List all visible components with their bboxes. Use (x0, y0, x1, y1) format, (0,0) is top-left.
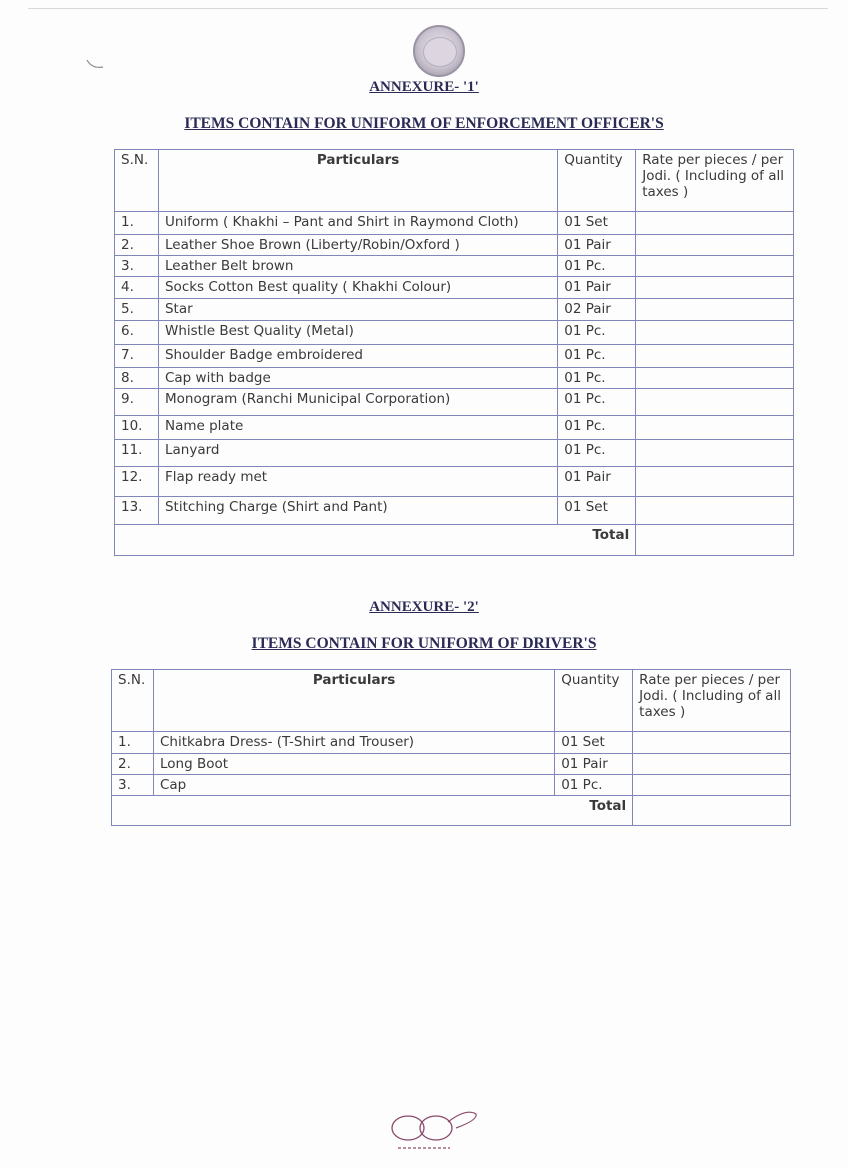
particulars-cell: Long Boot (153, 754, 554, 775)
header-sn: S.N. (112, 670, 154, 732)
quantity-cell: 01 Pc. (558, 416, 636, 440)
sn-cell: 1. (115, 212, 159, 235)
quantity-cell: 01 Pc. (555, 775, 633, 796)
stamp-seal-icon (386, 1106, 481, 1156)
rate-cell (636, 345, 794, 368)
table-row (115, 368, 794, 389)
sn-cell: 11. (115, 440, 159, 467)
table-row (115, 440, 794, 467)
annexure-1-title: ANNEXURE- '1' (369, 79, 479, 95)
rate-cell (633, 732, 791, 754)
table-row (115, 321, 794, 345)
rate-cell (636, 497, 794, 525)
sn-cell: 2. (115, 235, 159, 256)
total-row (112, 796, 791, 826)
quantity-cell: 01 Pc. (558, 440, 636, 467)
quantity-cell: 01 Set (558, 212, 636, 235)
rate-cell (633, 775, 791, 796)
quantity-cell: 02 Pair (558, 299, 636, 321)
particulars-cell: Stitching Charge (Shirt and Pant) (158, 497, 557, 525)
table-row (115, 416, 794, 440)
sn-cell: 4. (115, 277, 159, 299)
header-quantity: Quantity (555, 670, 633, 732)
quantity-cell: 01 Pc. (558, 345, 636, 368)
rate-cell (636, 321, 794, 345)
sn-cell: 9. (115, 389, 159, 416)
quantity-cell: 01 Pc. (558, 368, 636, 389)
pen-mark-icon (86, 58, 104, 70)
table-row (115, 389, 794, 416)
sn-cell: 7. (115, 345, 159, 368)
sn-cell: 6. (115, 321, 159, 345)
annexure-2-table (111, 669, 791, 826)
total-value (636, 525, 794, 556)
sn-cell: 13. (115, 497, 159, 525)
annexure-1-body (115, 212, 794, 525)
table-row (112, 775, 791, 796)
annexure-2-body (112, 732, 791, 796)
rate-cell (636, 212, 794, 235)
rate-cell (636, 299, 794, 321)
rate-cell (636, 256, 794, 277)
rate-cell (636, 235, 794, 256)
table-row (115, 235, 794, 256)
quantity-cell: 01 Pc. (558, 389, 636, 416)
header-particulars: Particulars (158, 150, 557, 212)
quantity-cell: 01 Set (558, 497, 636, 525)
rate-cell (636, 440, 794, 467)
ranchi-municipal-corporation-emblem-icon (413, 25, 465, 77)
particulars-cell: Star (158, 299, 557, 321)
table-row (112, 754, 791, 775)
table-row (115, 277, 794, 299)
annexure-2-subtitle: ITEMS CONTAIN FOR UNIFORM OF DRIVER'S (251, 635, 597, 652)
particulars-cell: Flap ready met (158, 467, 557, 497)
rate-cell (636, 467, 794, 497)
particulars-cell: Chitkabra Dress- (T-Shirt and Trouser) (153, 732, 554, 754)
header-sn: S.N. (115, 150, 159, 212)
header-particulars: Particulars (153, 670, 554, 732)
total-label: Total (115, 525, 636, 556)
quantity-cell: 01 Pair (558, 467, 636, 497)
quantity-cell: 01 Pair (555, 754, 633, 775)
rate-cell (636, 368, 794, 389)
particulars-cell: Cap (153, 775, 554, 796)
header-rate: Rate per pieces / per Jodi. ( Including of all taxes ) (633, 670, 791, 732)
table-header-row (112, 670, 791, 732)
quantity-cell: 01 Pair (558, 235, 636, 256)
annexure-1-subtitle: ITEMS CONTAIN FOR UNIFORM OF ENFORCEMENT OFFICER'S (184, 115, 664, 132)
top-edge-line (28, 8, 828, 9)
particulars-cell: Shoulder Badge embroidered (158, 345, 557, 368)
total-label: Total (112, 796, 633, 826)
table-row (115, 467, 794, 497)
quantity-cell: 01 Pc. (558, 256, 636, 277)
sn-cell: 12. (115, 467, 159, 497)
sn-cell: 3. (112, 775, 154, 796)
table-row (115, 256, 794, 277)
particulars-cell: Name plate (158, 416, 557, 440)
table-row (115, 212, 794, 235)
table-header-row (115, 150, 794, 212)
sn-cell: 2. (112, 754, 154, 775)
particulars-cell: Leather Belt brown (158, 256, 557, 277)
table-row (115, 497, 794, 525)
particulars-cell: Uniform ( Khakhi – Pant and Shirt in Raymond Cloth) (158, 212, 557, 235)
particulars-cell: Cap with badge (158, 368, 557, 389)
total-row (115, 525, 794, 556)
rate-cell (636, 389, 794, 416)
sn-cell: 10. (115, 416, 159, 440)
particulars-cell: Socks Cotton Best quality ( Khakhi Colour) (158, 277, 557, 299)
particulars-cell: Leather Shoe Brown (Liberty/Robin/Oxford ) (158, 235, 557, 256)
table-row (115, 299, 794, 321)
sn-cell: 5. (115, 299, 159, 321)
total-value (633, 796, 791, 826)
particulars-cell: Monogram (Ranchi Municipal Corporation) (158, 389, 557, 416)
particulars-cell: Lanyard (158, 440, 557, 467)
rate-cell (636, 277, 794, 299)
header-rate: Rate per pieces / per Jodi. ( Including of all taxes ) (636, 150, 794, 212)
emblem-inner (423, 37, 457, 67)
quantity-cell: 01 Pair (558, 277, 636, 299)
sn-cell: 1. (112, 732, 154, 754)
table-row (115, 345, 794, 368)
rate-cell (633, 754, 791, 775)
table-row (112, 732, 791, 754)
annexure-2-title: ANNEXURE- '2' (369, 599, 479, 615)
quantity-cell: 01 Pc. (558, 321, 636, 345)
quantity-cell: 01 Set (555, 732, 633, 754)
sn-cell: 3. (115, 256, 159, 277)
sn-cell: 8. (115, 368, 159, 389)
header-quantity: Quantity (558, 150, 636, 212)
rate-cell (636, 416, 794, 440)
annexure-1-table (114, 149, 794, 556)
particulars-cell: Whistle Best Quality (Metal) (158, 321, 557, 345)
